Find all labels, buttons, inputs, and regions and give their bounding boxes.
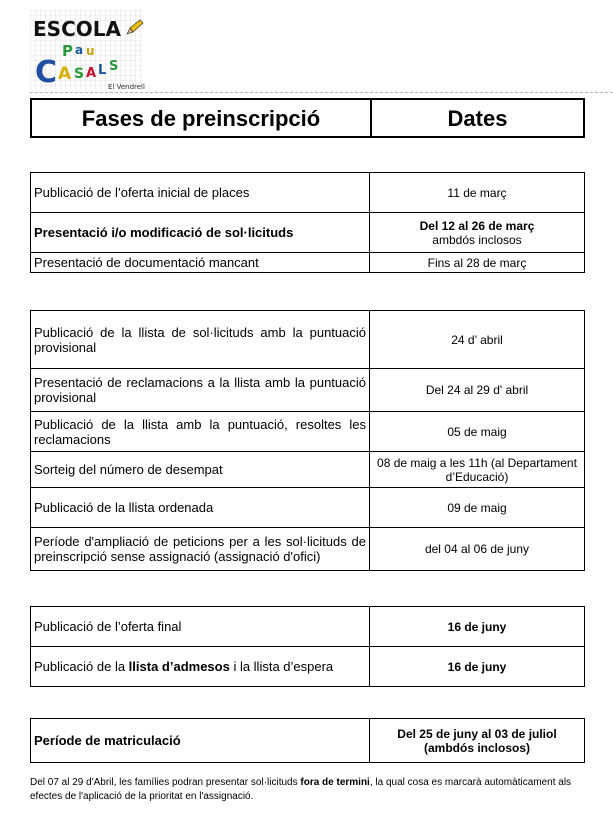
school-logo — [30, 10, 145, 92]
logo-letter: P — [62, 42, 73, 60]
logo-letter: S — [74, 66, 85, 82]
phase-cell — [31, 647, 370, 687]
logo-letter: u — [86, 44, 95, 58]
footnote-text: Del 07 al 29 d'Abril, les famílies podran presentar sol·licituds — [30, 777, 301, 788]
logo-letter: S — [109, 59, 119, 74]
date-cell: 11 de març — [370, 173, 585, 213]
date-cell — [370, 719, 585, 763]
date-cell: 16 de juny — [370, 647, 585, 687]
table-row — [31, 528, 585, 571]
logo-letter: a — [75, 43, 84, 57]
phases-table-2 — [30, 310, 585, 571]
phase-text: Publicació de la — [34, 659, 129, 674]
table-row — [31, 412, 585, 452]
footnote-text: , la qual cosa es marcarà automàticament als efectes de l'aplicació de la prioritat en l'assignació. — [30, 777, 572, 802]
phase-cell: Presentació i/o modificació de sol·licituds — [31, 213, 370, 253]
footnote — [30, 776, 590, 804]
phase-cell: Període de matriculació — [31, 719, 370, 763]
table-row — [31, 311, 585, 369]
table-row — [31, 719, 585, 763]
phase-cell: Sorteig del número de desempat — [31, 452, 370, 488]
date-cell — [370, 213, 585, 253]
date-cell: 16 de juny — [370, 607, 585, 647]
date-cell: 05 de maig — [370, 412, 585, 452]
phase-cell: Publicació de l’oferta final — [31, 607, 370, 647]
header-table — [30, 98, 585, 138]
date-cell: 09 de maig — [370, 488, 585, 528]
date-cell: 24 d’ abril — [370, 311, 585, 369]
table-row — [31, 647, 585, 687]
table-row — [31, 173, 585, 213]
date-cell: Del 24 al 29 d' abril — [370, 369, 585, 412]
phase-cell: Publicació de l’oferta inicial de places — [31, 173, 370, 213]
logo-letter: C — [35, 55, 58, 90]
table-row — [31, 253, 585, 273]
phase-cell: Publicació de la llista de sol·licituds amb la puntuació provisional — [31, 311, 370, 369]
phase-cell: Període d'ampliació de peticions per a les sol·licituds de preinscripció sense assignació (assignació d'ofici) — [31, 528, 370, 571]
date-cell: del 04 al 06 de juny — [370, 528, 585, 571]
phases-table-1 — [30, 172, 585, 273]
phases-table-3 — [30, 606, 585, 687]
footnote-bold: fora de termini — [300, 777, 370, 788]
table-row — [31, 488, 585, 528]
table-row — [31, 452, 585, 488]
phase-cell: Publicació de la llista ordenada — [31, 488, 370, 528]
date-line: (ambdós inclosos) — [423, 740, 530, 755]
phase-cell: Presentació de documentació mancant — [31, 253, 370, 273]
phase-text: i la llista d’espera — [229, 659, 334, 674]
header-phases: Fases de preinscripció — [31, 99, 371, 137]
date-bold: Del 12 al 26 de març — [419, 218, 535, 233]
phase-text-bold: llista d’admesos — [128, 659, 230, 674]
table-row — [31, 607, 585, 647]
header-dates: Dates — [371, 99, 584, 137]
header-row — [31, 99, 584, 137]
phase-cell: Presentació de reclamacions a la llista amb la puntuació provisional — [31, 369, 370, 412]
table-row — [31, 369, 585, 412]
school-logo-graphic — [30, 10, 145, 92]
phases-table-4 — [30, 718, 585, 763]
phase-cell: Publicació de la llista amb la puntuació, resoltes les reclamacions — [31, 412, 370, 452]
date-note: ambdós inclosos — [432, 232, 522, 247]
logo-letter: L — [98, 63, 107, 78]
logo-town: El Vendrell — [108, 83, 145, 91]
date-cell: 08 de maig a les 11h (al Departament d’Educació) — [370, 452, 585, 488]
logo-letter: A — [58, 64, 72, 84]
logo-divider — [30, 92, 613, 93]
logo-word-escola: ESCOLA — [33, 17, 121, 41]
date-line: Del 25 de juny al 03 de juliol — [397, 726, 557, 741]
logo-letter: A — [86, 66, 97, 81]
date-cell: Fins al 28 de març — [370, 253, 585, 273]
table-row — [31, 213, 585, 253]
